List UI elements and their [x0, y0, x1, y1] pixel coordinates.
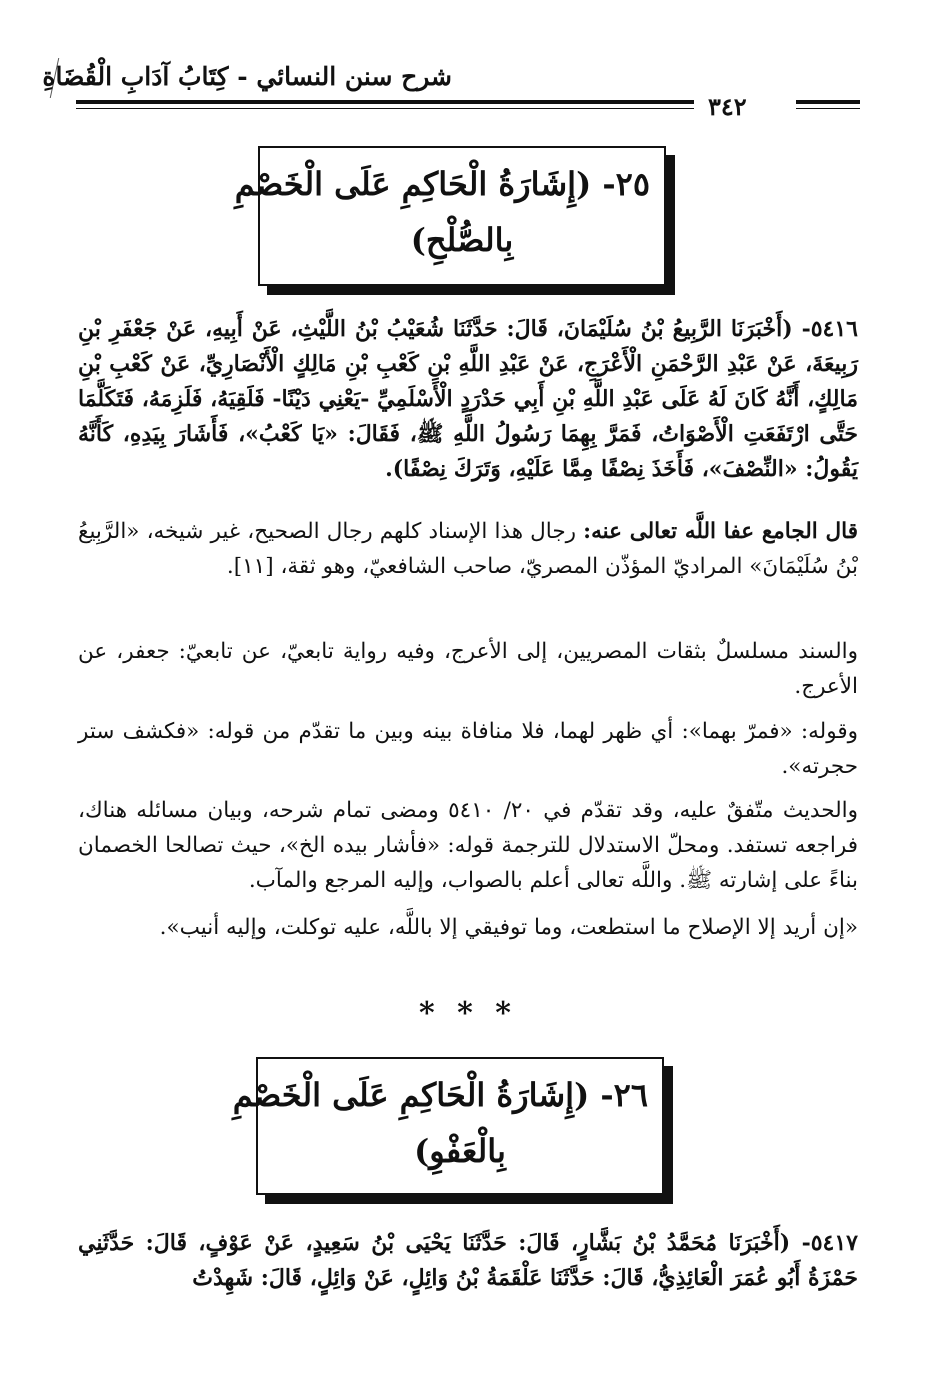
closing-dua-paragraph: «إن أريد إلا الإصلاح ما استطعت، وما توفيقي إلا باللَّه، عليه توكلت، وإليه أنيب». [159, 915, 858, 940]
chain-note-paragraph: والسند مسلسلٌ بثقات المصريين، إلى الأعرج، وفيه رواية تابعيّ، عن تابعيّ: جعفر، عن الأعرج. [78, 639, 858, 699]
commentary-lead: قال الجامع عفا اللَّه تعالى عنه: [583, 519, 858, 544]
header-rule-right [796, 100, 860, 109]
chapter-heading-line-1: ٢٦- (إِشَارَةُ الْحَاكِمِ عَلَى الْخَصْمِ [232, 1076, 648, 1114]
hadith-5417: ٥٤١٧- (أَخْبَرَنَا مُحَمَّدُ بْنُ بَشَّارٍ، قَالَ: حَدَّثَنَا يَحْيَى بْنُ سَعِيدٍ، عَنْ عَوْفٍ، قَالَ: حَدَّثَنِي حَمْزَةُ أَبُو عُمَرَ الْعَائِذِيُّ، قَالَ: حَدَّثَنَا عَلْقَمَةُ بْنُ وَائِلٍ، عَنْ وَائِلٍ، قَالَ: شَهِدْتُ [78, 1230, 858, 1291]
page-number: ٣٤٢ [708, 92, 747, 121]
chapter-heading-line-2: بِالصُّلْحِ) [410, 221, 514, 259]
commentary-text: رجال هذا الإسناد كلهم رجال الصحيح، غير شيخه، «الرَّبِيعُ بْنُ سُلَيْمَانَ» المراديّ المؤذّن المصريّ، صاحب الشافعيّ، وهو ثقة، [١١]. [78, 519, 858, 579]
header-rule-left [76, 100, 694, 109]
chapter-heading-26 [232, 1057, 664, 1195]
hadith-note-paragraph: والحديث متّفقٌ عليه، وقد تقدّم في ٢٠/ ٥٤١٠ ومضى تمام شرحه، وبيان مسائله هناك، فراجعه تستفد. ومحلّ الاستدلال للترجمة قوله: «فأشار بيده الخ»، حيث تصالحا الخصمان بناءً على إشارته ﷺ. واللَّه تعالى أعلم بالصواب، وإليه المرجع والمآب. [78, 798, 859, 893]
hadith-5416: ٥٤١٦- (أَخْبَرَنَا الرَّبِيعُ بْنُ سُلَيْمَانَ، قَالَ: حَدَّثَنَا شُعَيْبُ بْنُ اللَّيْثِ، عَنْ أَبِيهِ، عَنْ جَعْفَرِ بْنِ رَبِيعَةَ، عَنْ عَبْدِ الرَّحْمَنِ الْأَعْرَجِ، عَنْ عَبْدِ اللَّهِ بْنِ كَعْبِ بْنِ مَالِكٍ الْأَنْصَارِيِّ، عَنْ كَعْبِ بْنِ مَالِكٍ، أَنَّهُ كَانَ لَهُ عَلَى عَبْدِ اللَّهِ بْنِ أَبِي حَدْرَدٍ الْأَسْلَمِيِّ -يَعْنِي دَيْنًا- فَلَقِيَهُ، فَلَزِمَهُ، فَتَكَلَّمَا حَتَّى ارْتَفَعَتِ الْأَصْوَاتُ، فَمَرَّ بِهِمَا رَسُولُ اللَّهِ ﷺ، فَقَالَ: «يَا كَعْبُ»، فَأَشَارَ بِيَدِهِ، كَأَنَّهُ يَقُولُ: «النِّصْفَ»، فَأَخَذَ نِصْفًا مِمَّا عَلَيْهِ، وَتَرَكَ نِصْفًا). [78, 316, 858, 482]
chapter-heading-25 [234, 146, 666, 286]
phrase-note-paragraph: وقوله: «فمرّ بهما»: أي ظهر لهما، فلا منافاة بينه وبين ما تقدّم من قوله: «فكشف ستر حجرته». [78, 719, 858, 779]
chapter-heading-line-2: بِالْعَفْوِ) [414, 1132, 506, 1170]
commentary-paragraph [78, 514, 858, 584]
running-title: شرح سنن النسائي - كِتَابُ آدَابِ الْقُضَاةِ [42, 62, 452, 91]
chapter-heading-line-1: ٢٥- (إِشَارَةُ الْحَاكِمِ عَلَى الْخَصْمِ [234, 165, 650, 203]
section-separator: * * * [419, 996, 517, 1031]
